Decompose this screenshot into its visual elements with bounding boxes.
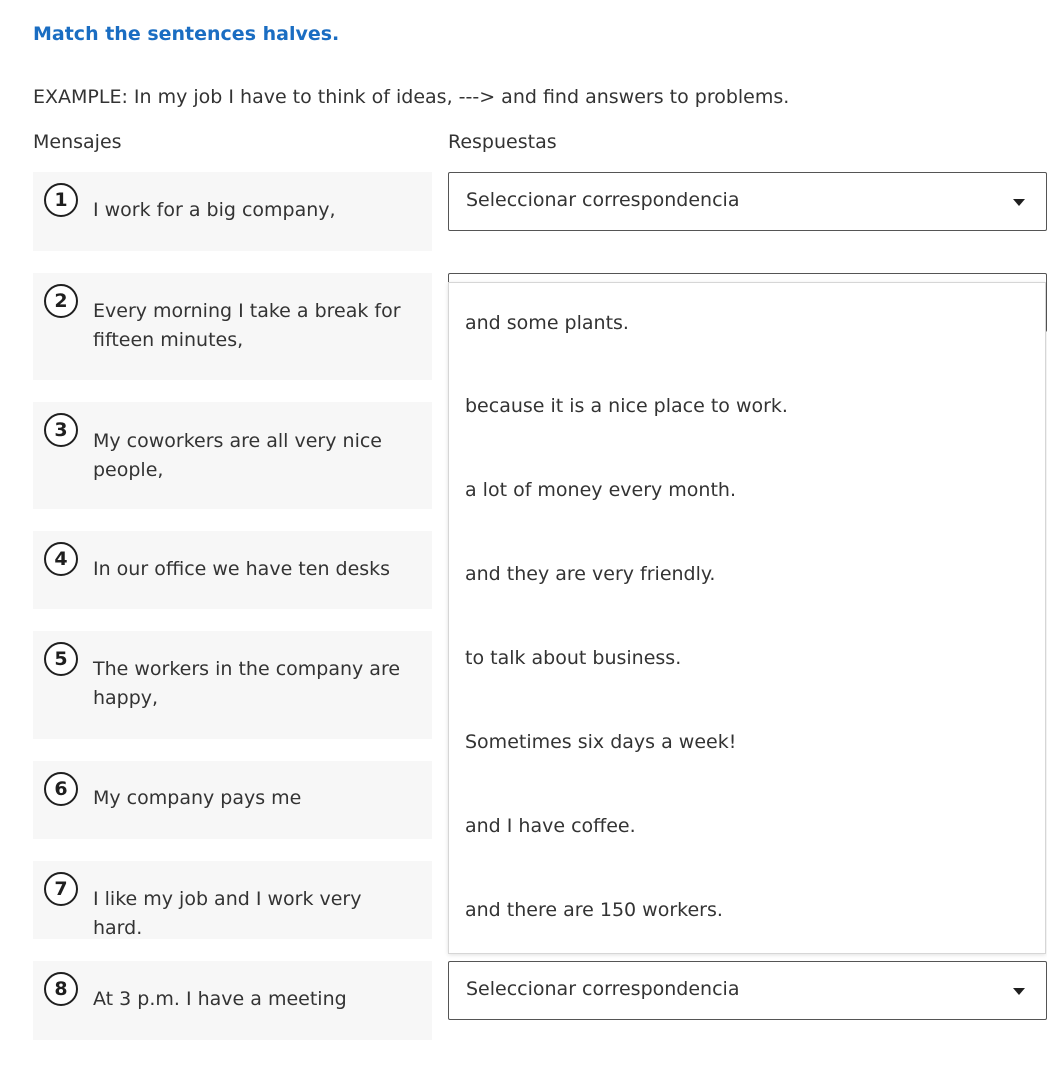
prompt-text: Every morning I take a break for fifteen minutes, [93,300,401,351]
dropdown-option[interactable]: Sometimes six days a week! [465,731,737,753]
instruction-title: Match the sentences halves. [33,23,340,45]
dropdown-option[interactable]: a lot of money every month. [465,479,737,501]
prompt-text: In our office we have ten desks [93,558,391,580]
prompt-number: 3 [44,413,78,447]
prompt-text: I like my job and I work very hard. [93,888,362,939]
prompt-number: 5 [44,642,78,676]
prompt-item [33,172,432,251]
prompt-item [33,531,432,609]
dropdown-option[interactable]: to talk about business. [465,647,682,669]
caret-down-icon [1013,199,1025,206]
prompt-number: 1 [44,183,78,217]
select-placeholder: Seleccionar correspondencia [466,978,740,1000]
example-text: EXAMPLE: In my job I have to think of ideas, ---> and find answers to problems. [33,86,790,108]
prompt-text: My coworkers are all very nice people, [93,430,382,481]
match-select-1[interactable] [448,172,1047,231]
prompt-item [33,861,432,939]
prompt-number: 2 [44,284,78,318]
prompt-item [33,961,432,1040]
dropdown-option[interactable]: and I have coffee. [465,815,636,837]
prompt-number: 4 [44,542,78,576]
header-responses: Respuestas [448,131,557,153]
dropdown-option[interactable]: and they are very friendly. [465,563,716,585]
dropdown-option[interactable]: and there are 150 workers. [465,899,723,921]
prompt-number: 6 [44,772,78,806]
prompt-text: The workers in the company are happy, [93,658,401,709]
prompt-text: My company pays me [93,787,302,809]
caret-down-icon [1013,988,1025,995]
prompt-item [33,761,432,839]
header-messages: Mensajes [33,131,122,153]
dropdown-options-list [448,282,1046,954]
select-placeholder: Seleccionar correspondencia [466,189,740,211]
prompt-number: 8 [44,972,78,1006]
match-select-8[interactable] [448,961,1047,1020]
dropdown-option[interactable]: because it is a nice place to work. [465,395,788,417]
prompt-text: I work for a big company, [93,199,336,221]
prompt-item [33,402,432,509]
prompt-text: At 3 p.m. I have a meeting [93,988,347,1010]
prompt-item [33,273,432,380]
prompt-item [33,631,432,739]
dropdown-option[interactable]: and some plants. [465,312,629,334]
prompt-number: 7 [44,872,78,906]
